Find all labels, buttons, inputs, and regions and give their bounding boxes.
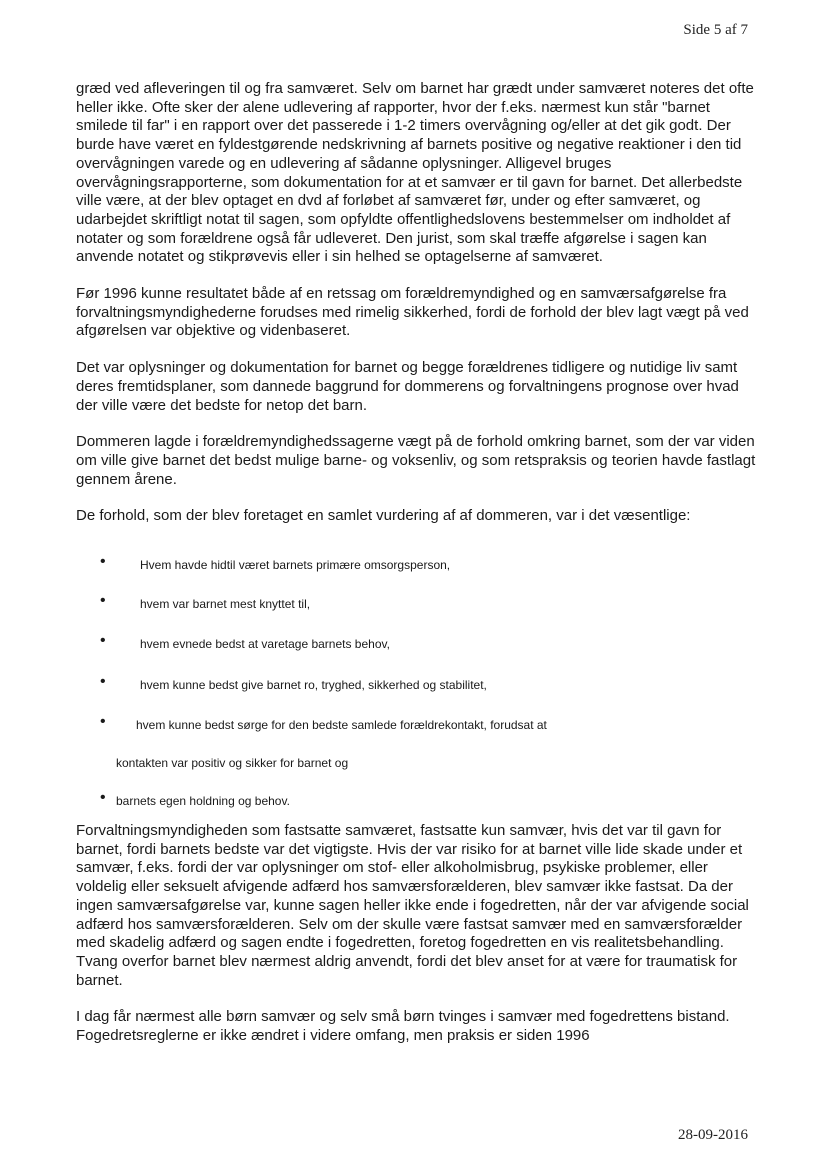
page-number: Side 5 af 7 <box>683 22 748 38</box>
footer-date: 28-09-2016 <box>678 1127 748 1143</box>
paragraph-administration: Forvaltningsmyndigheden som fastsatte samværet, fastsatte kun samvær, hvis det var til gavn for barnet, fordi barnets bedste var det vigtigste. Hvis der var risiko for at barnet ville lide skade under et samvær, f.eks. fordi der var oplysninger om stof- eller alkoholmisbrug, psykiske problemer, eller voldelig eller seksuelt afvigende adfærd hos samværsforælderen, blev samvær ikke fastsat. Da der ingen samværsafgørelse var, kunne sagen heller ikke ende i fogedretten, når der var afvigende social adfærd hos samværsforælderen. Selv om der skulle være fastsat samvær med en samværsforælder med skadelig adfærd og sagen endte i fogedretten, foretog fogedretten en vis realitetsbehandling. Tvang overfor barnet blev nærmest aldrig anvendt, fordi det blev anset for at være for traumatisk for barnet. <box>76 822 749 989</box>
paragraph-judge: Dommeren lagde i forældremyndighedssagerne vægt på de forhold omkring barnet, som der var viden om ville give barnet det bedst mulige barne- og voksenliv, og som retspraksis og teorien havde fastlagt gennem årene. <box>76 433 756 488</box>
list-item <box>76 632 756 676</box>
list-item-text: barnets egen holdning og behov. <box>116 794 290 809</box>
bullet-icon: • <box>100 673 106 691</box>
document-body <box>76 80 756 1064</box>
list-item-text: hvem kunne bedst sørge for den bedste samlede forældrekontakt, forudsat at <box>136 718 547 733</box>
bullet-icon: • <box>100 713 106 731</box>
list-item <box>76 592 756 635</box>
list-item-text: Hvem havde hidtil været barnets primære omsorgsperson, <box>140 558 451 573</box>
criteria-list <box>76 553 756 822</box>
list-item-continuation <box>76 754 756 792</box>
list-item-text: hvem var barnet mest knyttet til, <box>140 597 311 612</box>
bullet-icon: • <box>100 632 106 650</box>
bullet-icon: • <box>100 592 106 610</box>
paragraph-documentation: Det var oplysninger og dokumentation for barnet og begge forældrenes tidligere og nutidige liv samt deres fremtidsplaner, som dannede baggrund for dommerens og forvaltningens prognose over hvad der ville være det bedste for netop det barn. <box>76 359 739 414</box>
paragraph-before-1996: Før 1996 kunne resultatet både af en retssag om forældremyndighed og en samværsafgørelse fra forvaltningsmyndighederne forudses med rimelig sikkerhed, fordi de forhold der blev lagt vægt på ved afgørelsen var objektive og videnbaseret. <box>76 285 749 340</box>
paragraph-surveillance: græd ved afleveringen til og fra samværet. Selv om barnet har grædt under samværet noteres det ofte heller ikke. Ofte sker der alene udlevering af rapporter, hvor der f.eks. nærmest kun står "barnet smilede til far" i en rapport over det passerede i 1-2 timers overvågning og/eller at det gik godt. Der burde have været en fyldestgørende nedskrivning af barnets positive og negative reaktioner i den tid overvågningen varede og en udlevering af sådanne oplysninger. Alligevel bruges overvågningsrapporterne, som dokumentation for at et samvær er til gavn for barnet. Det allerbedste ville være, at der blev optaget en dvd af forløbet af samværet før, under og efter samværet, og udarbejdet skriftligt notat til sagen, som opfyldte offentlighedslovens bestemmelser om indholdet af notater og som forældrene også får udleveret. Den jurist, som skal træffe afgørelse i sagen kan anvende notatet og stikprøvevis eller i sin helhed se optagelserne af samværet. <box>76 80 754 266</box>
paragraph-criteria-intro: De forhold, som der blev foretaget en samlet vurdering af af dommeren, var i det væsentlige: <box>76 507 691 525</box>
list-item-text: hvem evnede bedst at varetage barnets behov, <box>140 637 390 652</box>
list-item <box>76 789 756 822</box>
bullet-icon: • <box>100 553 106 571</box>
list-item <box>76 553 756 595</box>
list-item-text: kontakten var positiv og sikker for barnet og <box>116 756 349 771</box>
list-item <box>76 713 756 754</box>
list-item <box>76 673 756 716</box>
list-item-text: hvem kunne bedst give barnet ro, tryghed, sikkerhed og stabilitet, <box>140 678 487 693</box>
bullet-icon: • <box>100 789 106 807</box>
paragraph-today: I dag får nærmest alle børn samvær og selv små børn tvinges i samvær med fogedrettens bistand. Fogedretsreglerne er ikke ændret i videre omfang, men praksis er siden 1996 <box>76 1008 730 1045</box>
